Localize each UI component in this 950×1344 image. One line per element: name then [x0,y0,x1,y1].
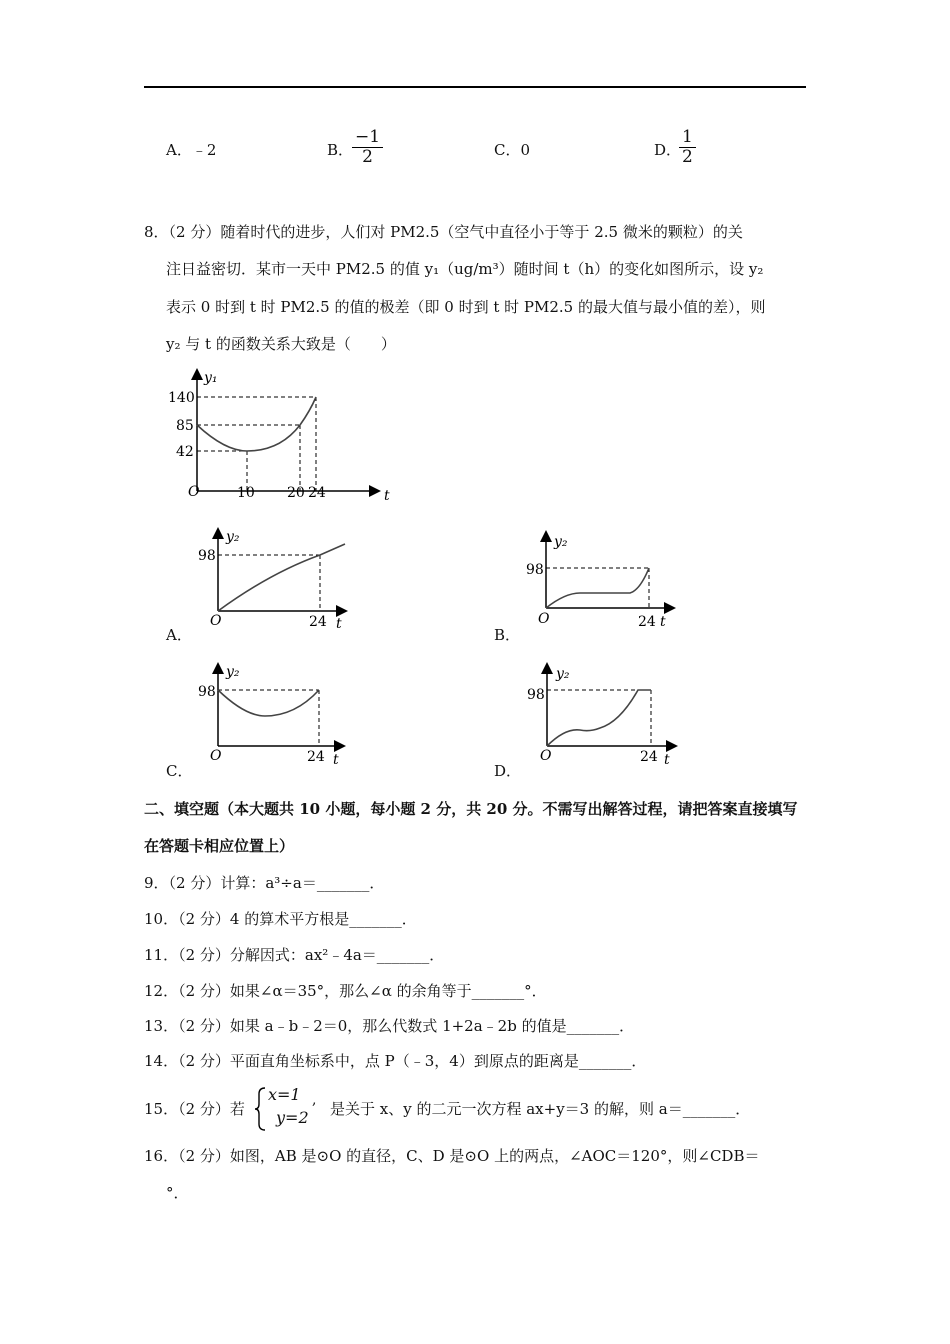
brace-icon [254,1086,268,1132]
x-axis-label: t [333,752,339,768]
y-tick-98: 98 [526,562,544,578]
q15-equation-2: y=2 [276,1108,309,1127]
y-axis-label: y₂ [556,666,570,682]
question-9: 9．（2 分）计算：a³÷a＝_______． [144,874,385,892]
question-15-suffix: 是关于 x、y 的二元一次方程 ax+y＝3 的解，则 a＝_______． [330,1100,751,1118]
y-tick-98: 98 [198,684,216,700]
q8-line-4: y₂ 与 t 的函数关系大致是（ ） [166,335,396,353]
y1-graph [160,366,390,506]
origin-label: O [188,484,200,500]
origin-label: O [210,613,222,629]
q7-option-a: A．﹣2 [166,141,217,159]
q7-option-b-prefix: B． [327,141,354,159]
y-axis-label: y₂ [226,529,240,545]
y-axis-label: y₂ [226,664,240,680]
x-tick-24: 24 [309,614,327,630]
section2-header: 二、填空题（本大题共 10 小题，每小题 2 分，共 20 分。不需写出解答过程，请把答案直接填写在答题卡相应位置上） [144,800,798,855]
choice-d-label[interactable]: D． [494,762,522,780]
y-tick-98: 98 [198,548,216,564]
question-10: 10．（2 分）4 的算术平方根是_______． [144,910,417,928]
guide-lines [197,397,316,491]
x-tick-10: 10 [237,485,255,501]
x-axis-label: t [336,616,342,632]
x-tick-20: 20 [287,485,305,501]
origin-label: O [540,748,552,764]
fraction-numerator: −1 [352,128,383,148]
y-tick-42: 42 [176,444,194,460]
q8-line-3: 表示 0 时到 t 时 PM2.5 的值的极差（即 0 时到 t 时 PM2.5 的最大值与最小值的差），则 [166,298,766,316]
choice-a-graph [190,525,360,635]
header-rule [144,86,806,88]
fraction-denominator: 2 [362,147,373,167]
q7-option-c: C．0 [494,141,531,159]
choice-d-graph [520,660,690,770]
origin-label: O [538,611,550,627]
y1-curve [197,397,316,451]
choice-c-label[interactable]: C． [166,762,193,780]
fraction-numerator: 1 [679,128,696,148]
q7-option-d-prefix: D． [654,141,682,159]
y-tick-98: 98 [527,687,545,703]
choice-b-label[interactable]: B． [494,626,521,644]
x-tick-24: 24 [307,749,325,765]
x-axis-label: t [660,614,666,630]
q8-line-2: 注日益密切．某市一天中 PM2.5 的值 y₁（ug/m³）随时间 t（h）的变化如图所示，设 y₂ [166,260,764,278]
q15-equation-1: x=1 [268,1085,301,1104]
choice-a-label[interactable]: A． [166,626,192,644]
x-tick-24: 24 [640,749,658,765]
question-13: 13．（2 分）如果 a﹣b﹣2＝0，那么代数式 1+2a﹣2b 的值是_______． [144,1017,635,1035]
x-tick-24: 24 [308,485,326,501]
question-11: 11．（2 分）分解因式：ax²﹣4a＝_______． [144,946,445,964]
x-tick-24: 24 [638,614,656,630]
question-12: 12．（2 分）如果∠α＝35°，那么∠α 的余角等于_______°． [144,982,547,1000]
q7-option-d-fraction [679,128,696,167]
x-axis-label: t [384,488,390,504]
question-16-line-1: 16．（2 分）如图，AB 是⊙O 的直径，C、D 是⊙O 上的两点，∠AOC＝120°，则∠CDB＝ [144,1147,760,1165]
choice-c-graph [190,660,360,770]
q7-option-b-fraction [352,128,383,167]
y-tick-85: 85 [176,418,194,434]
question-16-line-2: °． [166,1184,189,1202]
origin-label: O [210,748,222,764]
choice-b-graph [520,530,690,635]
x-axis-label: t [664,752,670,768]
fraction-denominator: 2 [682,147,693,167]
y-tick-140: 140 [168,390,195,406]
y-axis-label: y₂ [554,534,568,550]
q8-line-1: 8．（2 分）随着时代的进步，人们对 PM2.5（空气中直径小于等于 2.5 微米的颗粒）的关 [144,223,743,241]
question-15-prefix: 15．（2 分）若 [144,1100,245,1118]
question-14: 14．（2 分）平面直角坐标系中，点 P（﹣3，4）到原点的距离是_______． [144,1052,647,1070]
q15-comma: , [312,1092,317,1108]
y-axis-label: y₁ [204,370,218,386]
